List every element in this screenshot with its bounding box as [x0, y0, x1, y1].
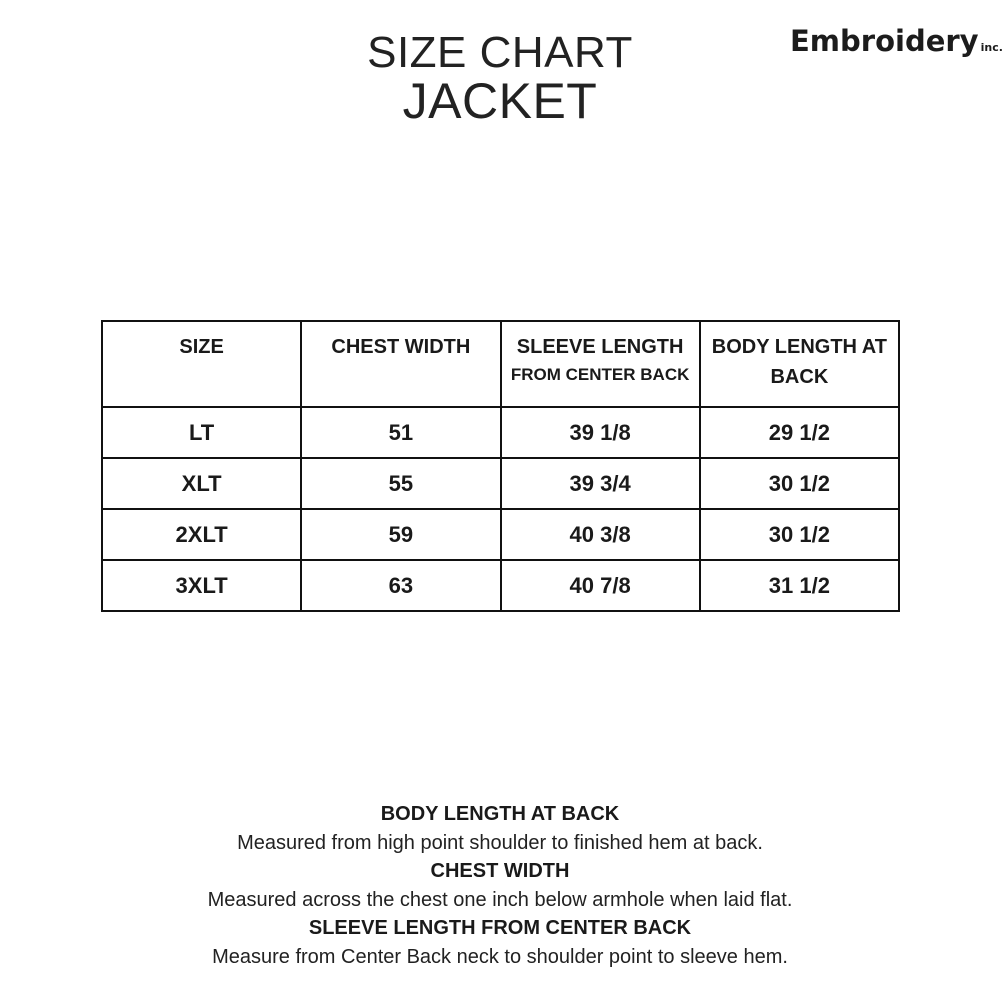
measurement-notes [0, 800, 1000, 971]
note-heading: BODY LENGTH AT BACK [380, 803, 620, 825]
table-header-row [102, 321, 899, 407]
brand-logo [790, 24, 1003, 64]
header-body-length [700, 321, 899, 407]
table-row [102, 509, 899, 560]
cell-body-length: 30 1/2 [700, 458, 899, 509]
cell-body-length: 30 1/2 [700, 509, 899, 560]
cell-sleeve-length: 40 7/8 [501, 560, 700, 611]
header-chest-width [301, 321, 500, 407]
cell-size: 3XLT [102, 560, 301, 611]
page-subtitle: JACKET [402, 73, 598, 129]
note-text: Measure from Center Back neck to shoulder point to sleeve hem. [212, 945, 788, 968]
cell-sleeve-length: 39 3/4 [501, 458, 700, 509]
cell-size: LT [102, 407, 301, 458]
cell-chest-width: 55 [301, 458, 500, 509]
note-heading: SLEEVE LENGTH FROM CENTER BACK [308, 917, 692, 939]
table-row [102, 560, 899, 611]
header-label: CHEST WIDTH [331, 336, 471, 358]
cell-sleeve-length: 40 3/8 [501, 509, 700, 560]
cell-chest-width: 59 [301, 509, 500, 560]
cell-body-length: 29 1/2 [700, 407, 899, 458]
size-chart-table [101, 320, 900, 612]
header-label: SIZE [179, 336, 224, 358]
header-label: SLEEVE LENGTH [516, 336, 684, 358]
note-text: Measured across the chest one inch below armhole when laid flat. [207, 888, 793, 911]
logo-name: Embroidery [790, 24, 979, 58]
table-row [102, 458, 899, 509]
cell-size: 2XLT [102, 509, 301, 560]
table-row [102, 407, 899, 458]
cell-chest-width: 63 [301, 560, 500, 611]
logo-suffix: inc. [980, 41, 1003, 54]
note-text: Measured from high point shoulder to finished hem at back. [237, 831, 763, 854]
note-heading: CHEST WIDTH [430, 860, 570, 882]
cell-chest-width: 51 [301, 407, 500, 458]
cell-body-length: 31 1/2 [700, 560, 899, 611]
header-label: BODY LENGTH AT BACK [711, 336, 887, 388]
cell-sleeve-length: 39 1/8 [501, 407, 700, 458]
cell-size: XLT [102, 458, 301, 509]
header-sleeve-length [501, 321, 700, 407]
page-title: SIZE CHART [367, 28, 633, 77]
header-sublabel: FROM CENTER BACK [510, 365, 690, 384]
header-size [102, 321, 301, 407]
